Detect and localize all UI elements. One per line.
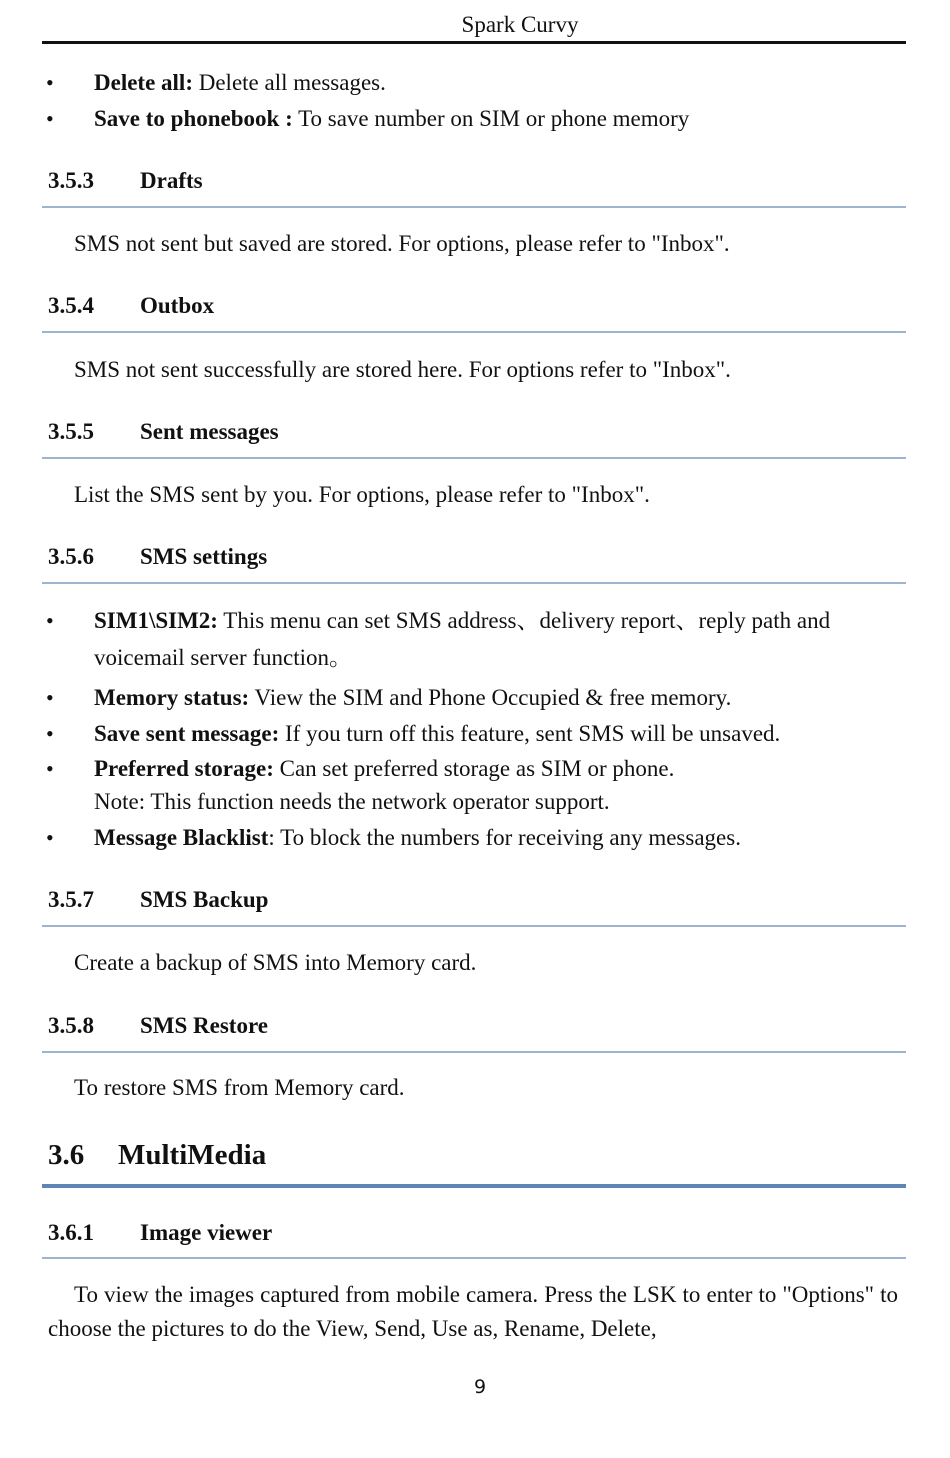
bullet-save-to-phonebook: [46, 100, 906, 137]
section-rule: [42, 582, 906, 584]
heading-number: 3.6: [48, 1139, 85, 1171]
section-rule: [42, 206, 906, 208]
bullet-term: Memory status:: [94, 685, 250, 710]
bullet-icon: •: [46, 685, 54, 710]
bullet-save-sent-message: [46, 715, 906, 752]
bullet-preferred-storage: [46, 750, 906, 787]
section-rule: [42, 457, 906, 459]
bullet-text: : To block the numbers for receiving any messages.: [268, 825, 741, 850]
section-rule: [42, 1051, 906, 1053]
heading-title: Image viewer: [140, 1220, 273, 1245]
running-header: Spark Curvy: [461, 12, 579, 37]
heading-title: MultiMedia: [118, 1139, 267, 1171]
heading-number: 3.5.3: [48, 168, 94, 193]
bullet-icon: •: [46, 70, 54, 95]
section-rule: [42, 925, 906, 927]
bullet-text: If you turn off this feature, sent SMS will be unsaved.: [279, 721, 781, 746]
heading-number: 3.5.5: [48, 419, 94, 444]
bullet-term: Message Blacklist: [94, 825, 269, 850]
header-rule: [42, 41, 906, 44]
paragraph-sent-messages: List the SMS sent by you. For options, please refer to "Inbox".: [74, 482, 650, 507]
paragraph-drafts: SMS not sent but saved are stored. For options, please refer to "Inbox".: [74, 231, 730, 256]
heading-number: 3.5.6: [48, 544, 94, 569]
heading-number: 3.6.1: [48, 1220, 94, 1245]
heading-title: Sent messages: [140, 419, 279, 444]
heading-drafts: [48, 168, 203, 194]
bullet-icon: •: [46, 608, 54, 633]
paragraph-image-viewer: To view the images captured from mobile camera. Press the LSK to enter to "Options" to choose the pictures to do the View, Send, Use as, Rename, Delete,: [48, 1282, 898, 1341]
bullet-term: Delete all:: [94, 70, 193, 95]
heading-sms-backup: [48, 887, 268, 913]
paragraph-outbox: SMS not sent successfully are stored here. For options refer to "Inbox".: [74, 357, 731, 382]
page-number: 9: [473, 1376, 487, 1398]
bullet-icon: •: [46, 106, 54, 131]
bullet-text: Delete all messages.: [192, 70, 386, 95]
heading-sent-messages: [48, 419, 279, 445]
note-network-support: Note: This function needs the network operator support.: [94, 789, 610, 814]
bullet-icon: •: [46, 756, 54, 781]
heading-title: SMS settings: [140, 544, 268, 569]
section-rule: [42, 331, 906, 333]
heading-number: 3.5.8: [48, 1013, 94, 1038]
heading-image-viewer: [48, 1220, 272, 1246]
heading-title: SMS Restore: [140, 1013, 268, 1038]
heading-title: Outbox: [140, 293, 215, 318]
bullet-icon: •: [46, 721, 54, 746]
section-rule: [42, 1257, 906, 1259]
heading-sms-settings: [48, 544, 267, 570]
chapter-rule: [42, 1184, 906, 1188]
heading-number: 3.5.7: [48, 887, 94, 912]
bullet-text: Can set preferred storage as SIM or phone.: [273, 756, 675, 781]
bullet-message-blacklist: [46, 819, 906, 856]
heading-title: Drafts: [140, 168, 203, 193]
bullet-text: This menu can set SMS address、delivery report、reply path and voicemail server function。: [94, 608, 831, 670]
paragraph-sms-restore: To restore SMS from Memory card.: [74, 1075, 405, 1100]
bullet-delete-all: [46, 64, 906, 101]
bullet-text: View the SIM and Phone Occupied & free memory.: [249, 685, 732, 710]
heading-title: SMS Backup: [140, 887, 269, 912]
bullet-term: Save to phonebook :: [94, 106, 293, 131]
heading-sms-restore: [48, 1013, 268, 1039]
paragraph-sms-backup: Create a backup of SMS into Memory card.: [74, 950, 477, 975]
bullet-memory-status: [46, 679, 906, 716]
bullet-term: Save sent message:: [94, 721, 280, 746]
heading-multimedia: [48, 1139, 266, 1172]
bullet-term: Preferred storage:: [94, 756, 274, 781]
bullet-term: SIM1\SIM2:: [94, 608, 218, 633]
bullet-sim1-sim2: [46, 602, 906, 676]
heading-outbox: [48, 293, 214, 319]
bullet-icon: •: [46, 825, 54, 850]
heading-number: 3.5.4: [48, 293, 94, 318]
bullet-text: To save number on SIM or phone memory: [292, 106, 690, 131]
